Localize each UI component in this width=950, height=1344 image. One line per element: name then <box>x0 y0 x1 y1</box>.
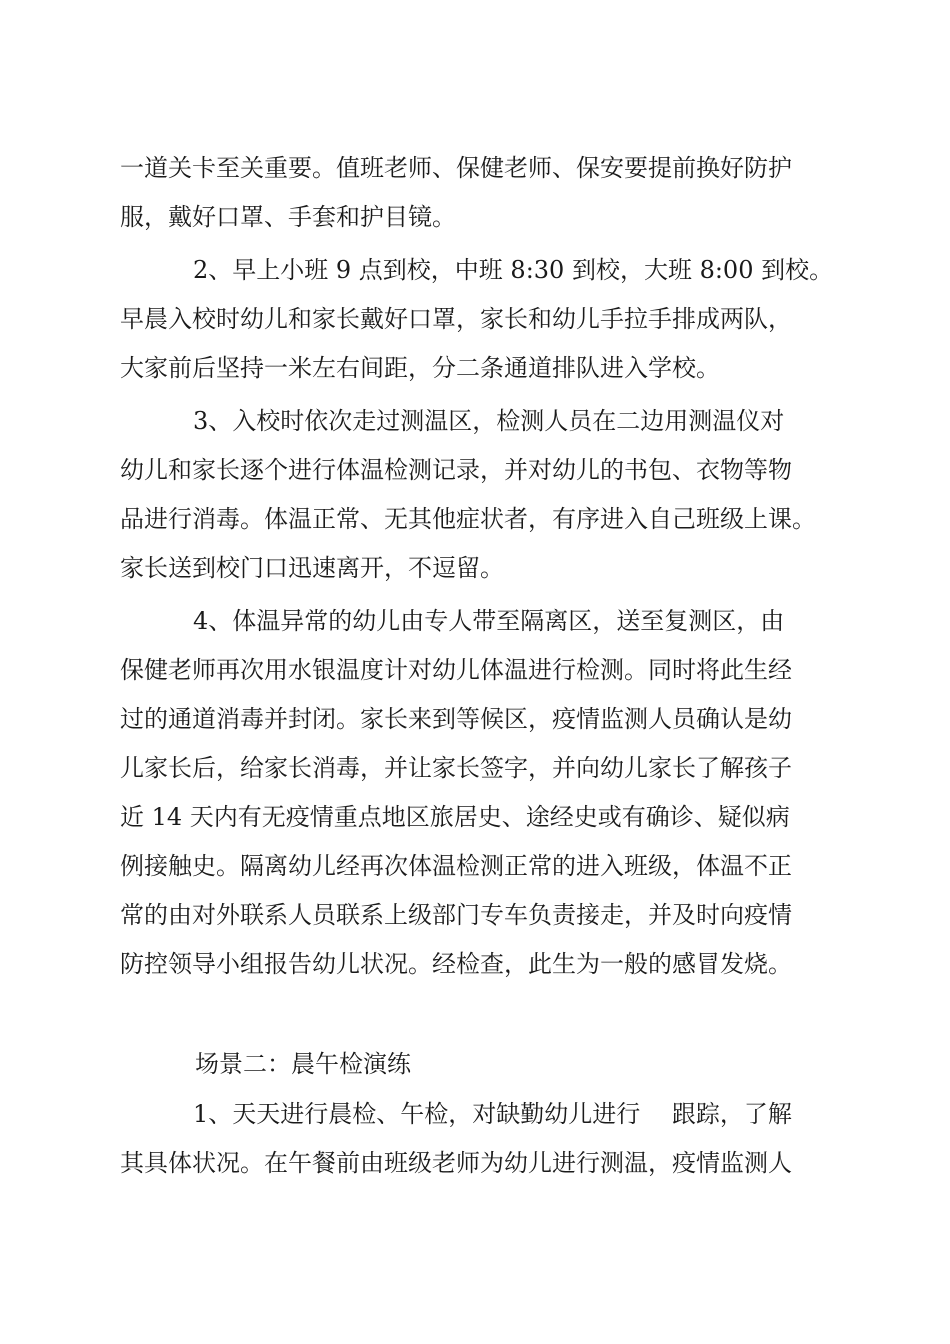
text-line: 早晨入校时幼儿和家长戴好口罩，家长和幼儿手拉手排成两队， <box>120 305 792 333</box>
section-heading: 场景二：晨午检演练 <box>195 1050 411 1078</box>
text-line: 保健老师再次用水银温度计对幼儿体温进行检测。同时将此生经 <box>120 656 792 684</box>
paragraph-start-line: 3、入校时依次走过测温区，检测人员在二边用测温仪对 <box>193 407 785 435</box>
paragraph-start-line: 2、早上小班 9 点到校，中班 8:30 到校，大班 8:00 到校。 <box>193 256 834 284</box>
text-line: 品进行消毒。体温正常、无其他症状者，有序进入自己班级上课。 <box>120 505 816 533</box>
text-line: 防控领导小组报告幼儿状况。经检查，此生为一般的感冒发烧。 <box>120 950 792 978</box>
text-line: 例接触史。隔离幼儿经再次体温检测正常的进入班级，体温不正 <box>120 852 792 880</box>
text-line: 儿家长后，给家长消毒，并让家长签字，并向幼儿家长了解孩子 <box>120 754 792 782</box>
text-line: 一道关卡至关重要。值班老师、保健老师、保安要提前换好防护 <box>120 154 792 182</box>
text-line: 幼儿和家长逐个进行体温检测记录，并对幼儿的书包、衣物等物 <box>120 456 792 484</box>
text-line: 大家前后坚持一米左右间距，分二条通道排队进入学校。 <box>120 354 720 382</box>
text-line: 过的通道消毒并封闭。家长来到等候区，疫情监测人员确认是幼 <box>120 705 792 733</box>
text-line: 常的由对外联系人员联系上级部门专车负责接走，并及时向疫情 <box>120 901 792 929</box>
paragraph-start-line: 4、体温异常的幼儿由专人带至隔离区，送至复测区，由 <box>193 607 785 635</box>
text-line: 家长送到校门口迅速离开，不逗留。 <box>120 554 504 582</box>
paragraph-start-line: 1、天天进行晨检、午检，对缺勤幼儿进行 跟踪，了解 <box>193 1100 792 1128</box>
text-line: 服，戴好口罩、手套和护目镜。 <box>120 203 456 231</box>
text-line: 其具体状况。在午餐前由班级老师为幼儿进行测温，疫情监测人 <box>120 1149 792 1177</box>
text-line: 近 14 天内有无疫情重点地区旅居史、途经史或有确诊、疑似病 <box>120 803 790 831</box>
